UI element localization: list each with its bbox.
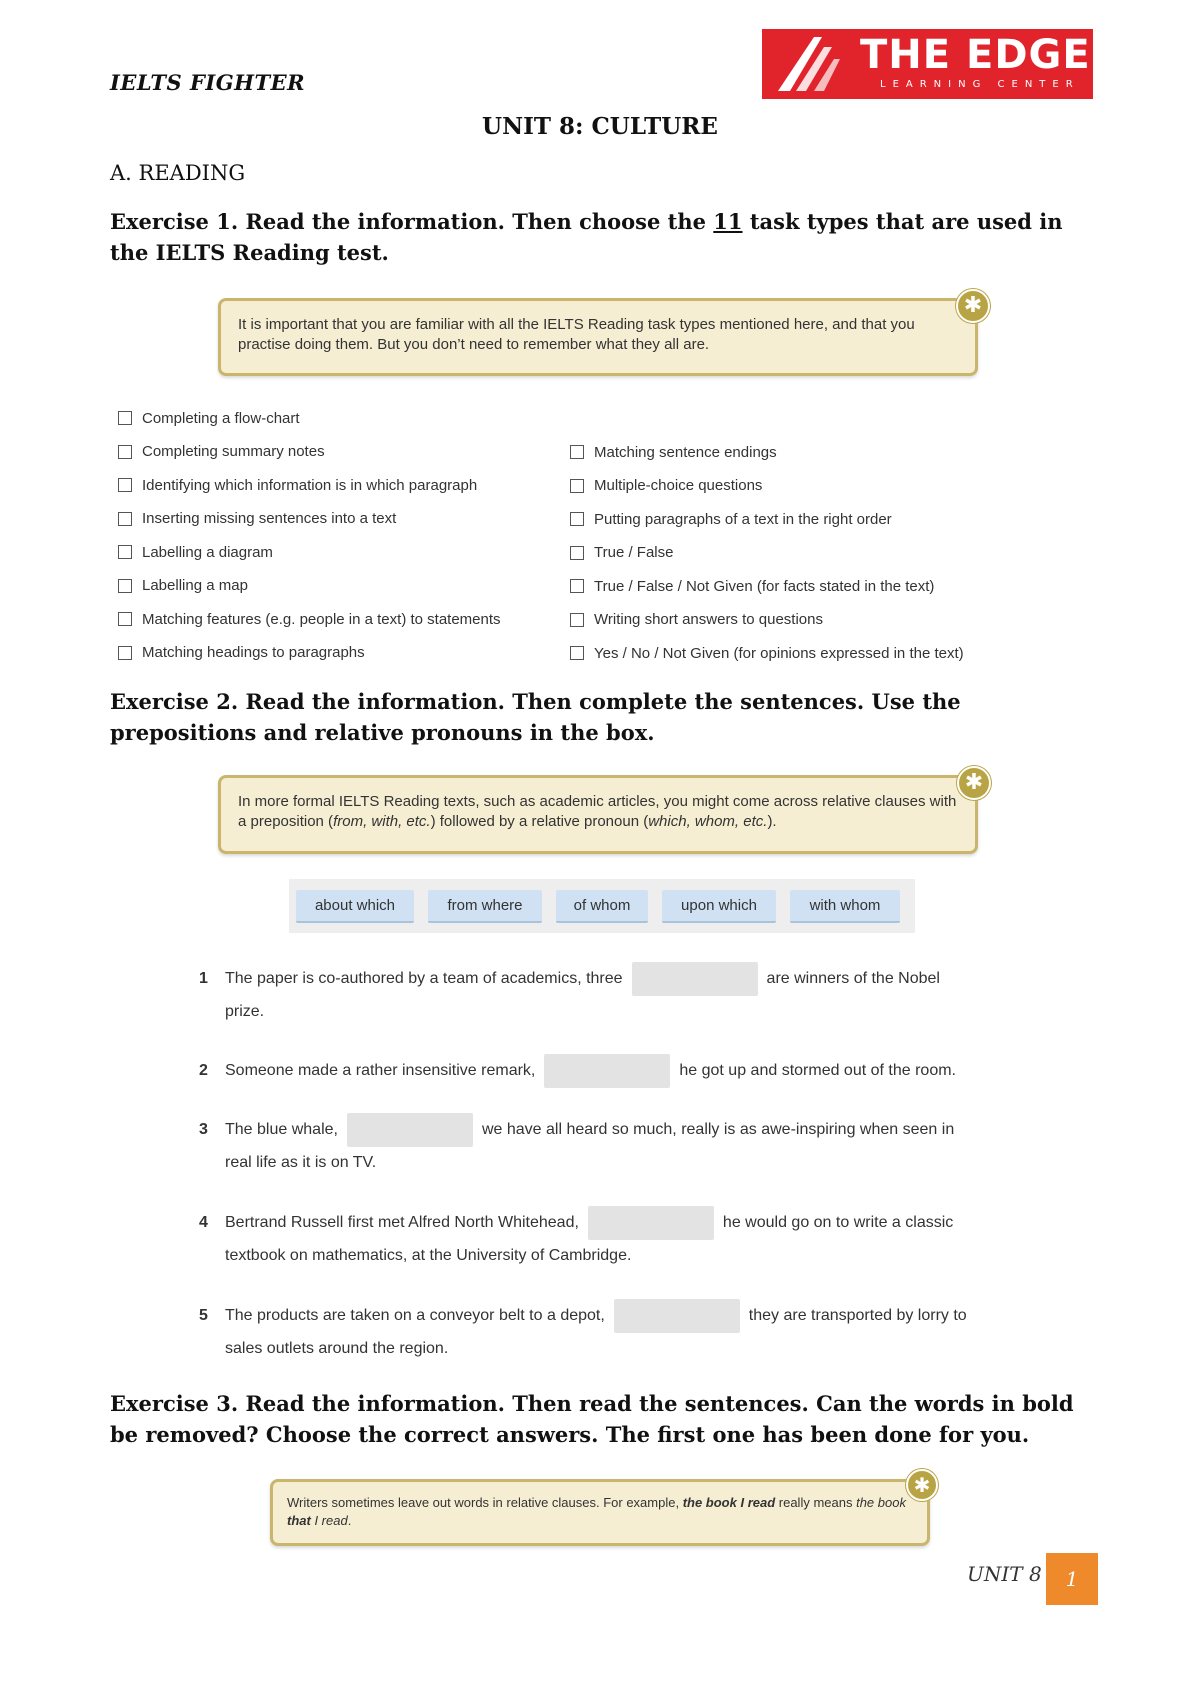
question-3 [199,1113,954,1172]
task-label: Yes / No / Not Given (for opinions expressed in the text) [594,644,964,662]
question-1 [199,962,940,1021]
task-label: Labelling a map [142,577,248,594]
question-text-cont: real life as it is on TV. [225,1154,377,1171]
exercise1-count: 11 [713,209,743,234]
task-item[interactable] [118,643,501,663]
logo-mark-icon [770,29,860,99]
task-item[interactable] [570,476,964,496]
question-text-after: we have all heard so much, really is as awe-inspiring when seen in [481,1121,955,1138]
question-text-before: The paper is co-authored by a team of academics, three [225,970,623,987]
info-text-c: ) followed by a relative pronoun ( [430,813,649,830]
task-item[interactable] [118,542,501,562]
footer-unit: UNIT 8 [967,1562,1042,1586]
question-text-after: he got up and stormed out of the room. [679,1062,956,1079]
checkbox-icon[interactable] [570,546,584,560]
star-icon: ✱ [906,1469,938,1501]
question-2 [199,1054,956,1088]
task-label: Matching features (e.g. people in a text) to statements [142,610,501,628]
info-text-f: I read [310,1513,348,1528]
exercise3-info-box [270,1479,930,1546]
word-chip[interactable]: about which [296,890,414,923]
checkbox-icon[interactable] [570,579,584,593]
word-chip[interactable]: of whom [556,890,648,923]
question-text-before: The blue whale, [225,1121,338,1138]
task-label: Matching sentence endings [594,443,777,461]
checkbox-icon[interactable] [118,545,132,559]
question-4 [199,1206,953,1265]
task-item[interactable] [570,543,964,563]
answer-blank[interactable] [544,1054,670,1088]
exercise2-info-box [218,775,978,854]
task-item[interactable] [118,609,501,629]
logo-sub-text: LEARNING CENTER [880,79,1080,90]
exercise1-text-after: task types that are used in the IELTS Reading test. [110,209,1063,265]
checkbox-icon[interactable] [118,445,132,459]
info-text-a: Writers sometimes leave out words in relative clauses. For example, [287,1495,683,1510]
exercise1-text-before: Exercise 1. Read the information. Then choose the [110,209,714,234]
word-chip[interactable]: from where [428,890,542,923]
task-item[interactable] [118,509,501,529]
question-text-after: are winners of the Nobel [766,970,940,987]
task-label: Matching headings to paragraphs [142,644,365,661]
info-text-d: which, whom, etc. [648,813,768,830]
question-number: 4 [199,1214,208,1231]
exercise2-heading: Exercise 2. Read the information. Then complete the sentences. Use the prepositions and relative pronouns in the box. [110,689,961,745]
question-text-after: they are transported by lorry to [748,1307,967,1324]
task-label: Putting paragraphs of a text in the right order [594,510,892,528]
answer-blank[interactable] [347,1113,473,1147]
exercise1-heading [110,206,1100,268]
task-item[interactable] [118,475,501,495]
header-brand: IELTS FIGHTER [110,70,306,95]
question-text-cont: textbook on mathematics, at the University of Cambridge. [225,1247,632,1264]
task-item[interactable] [570,509,964,529]
answer-blank[interactable] [614,1299,740,1333]
task-label: Inserting missing sentences into a text [142,510,397,527]
task-label: Completing summary notes [142,443,325,460]
task-item[interactable] [570,442,964,462]
checkbox-icon[interactable] [570,613,584,627]
checkbox-icon[interactable] [118,646,132,660]
task-label: True / False [594,544,674,561]
info-text-c: really means [775,1495,857,1510]
word-chip[interactable]: upon which [662,890,776,923]
info-text-d: the book [856,1495,906,1510]
exercise3-heading: Exercise 3. Read the information. Then read the sentences. Can the words in bold be removed? Choose the correct answers. The first one has been done for you. [110,1391,1074,1447]
question-number: 3 [199,1121,208,1138]
task-label: Labelling a diagram [142,543,273,561]
info-text-g: . [347,1513,352,1528]
checkbox-icon[interactable] [570,479,584,493]
answer-blank[interactable] [632,962,758,996]
task-item[interactable] [118,442,501,462]
exercise1-info-box [218,298,978,376]
question-text-after: he would go on to write a classic [722,1214,954,1231]
question-text-before: Someone made a rather insensitive remark, [225,1062,536,1079]
task-item[interactable] [118,408,501,428]
task-label: True / False / Not Given (for facts stated in the text) [594,577,935,595]
logo-main-text: THE EDGE [860,32,1091,78]
question-5 [199,1299,967,1358]
star-icon: ✱ [957,766,991,800]
section-heading: A. READING [110,161,246,185]
info-text-e: that [287,1513,311,1528]
task-label: Writing short answers to questions [594,611,823,628]
checkbox-icon[interactable] [570,646,584,660]
task-label: Completing a flow-chart [142,409,300,427]
task-list-left [118,408,501,663]
question-number: 2 [199,1062,208,1079]
task-label: Multiple-choice questions [594,477,763,494]
info-text-e: ). [767,813,777,830]
checkbox-icon[interactable] [118,411,132,425]
checkbox-icon[interactable] [570,445,584,459]
task-item[interactable] [570,610,964,630]
task-item[interactable] [570,643,964,663]
info-text-b: from, with, etc. [333,813,431,830]
question-number: 1 [199,970,208,987]
info-text-a: In more formal IELTS Reading texts, such as academic articles, you might come across relative clauses with a preposition ( [238,793,957,830]
checkbox-icon[interactable] [118,579,132,593]
word-box [289,879,915,933]
task-label: Identifying which information is in which paragraph [142,476,478,494]
checkbox-icon[interactable] [118,478,132,492]
exercise1-info-text: It is important that you are familiar with all the IELTS Reading task types mentioned here, and that you practise doing them. But you don’t need to remember what they all are. [238,316,915,353]
checkbox-icon[interactable] [118,612,132,626]
info-text-b: the book I read [682,1495,776,1510]
task-list-right [570,442,964,663]
task-item[interactable] [118,576,501,596]
question-text-before: The products are taken on a conveyor belt to a depot, [225,1307,605,1324]
checkbox-icon[interactable] [118,512,132,526]
question-number: 5 [199,1307,208,1324]
answer-blank[interactable] [588,1206,714,1240]
page-number: 1 [1046,1553,1098,1605]
star-icon: ✱ [956,289,990,323]
page-title: UNIT 8: CULTURE [482,113,718,140]
task-item[interactable] [570,576,964,596]
question-text-cont: sales outlets around the region. [225,1340,449,1357]
word-chip[interactable]: with whom [790,890,900,923]
question-text-cont: prize. [225,1003,265,1020]
logo [762,29,1093,99]
checkbox-icon[interactable] [570,512,584,526]
question-text-before: Bertrand Russell first met Alfred North Whitehead, [225,1214,579,1231]
